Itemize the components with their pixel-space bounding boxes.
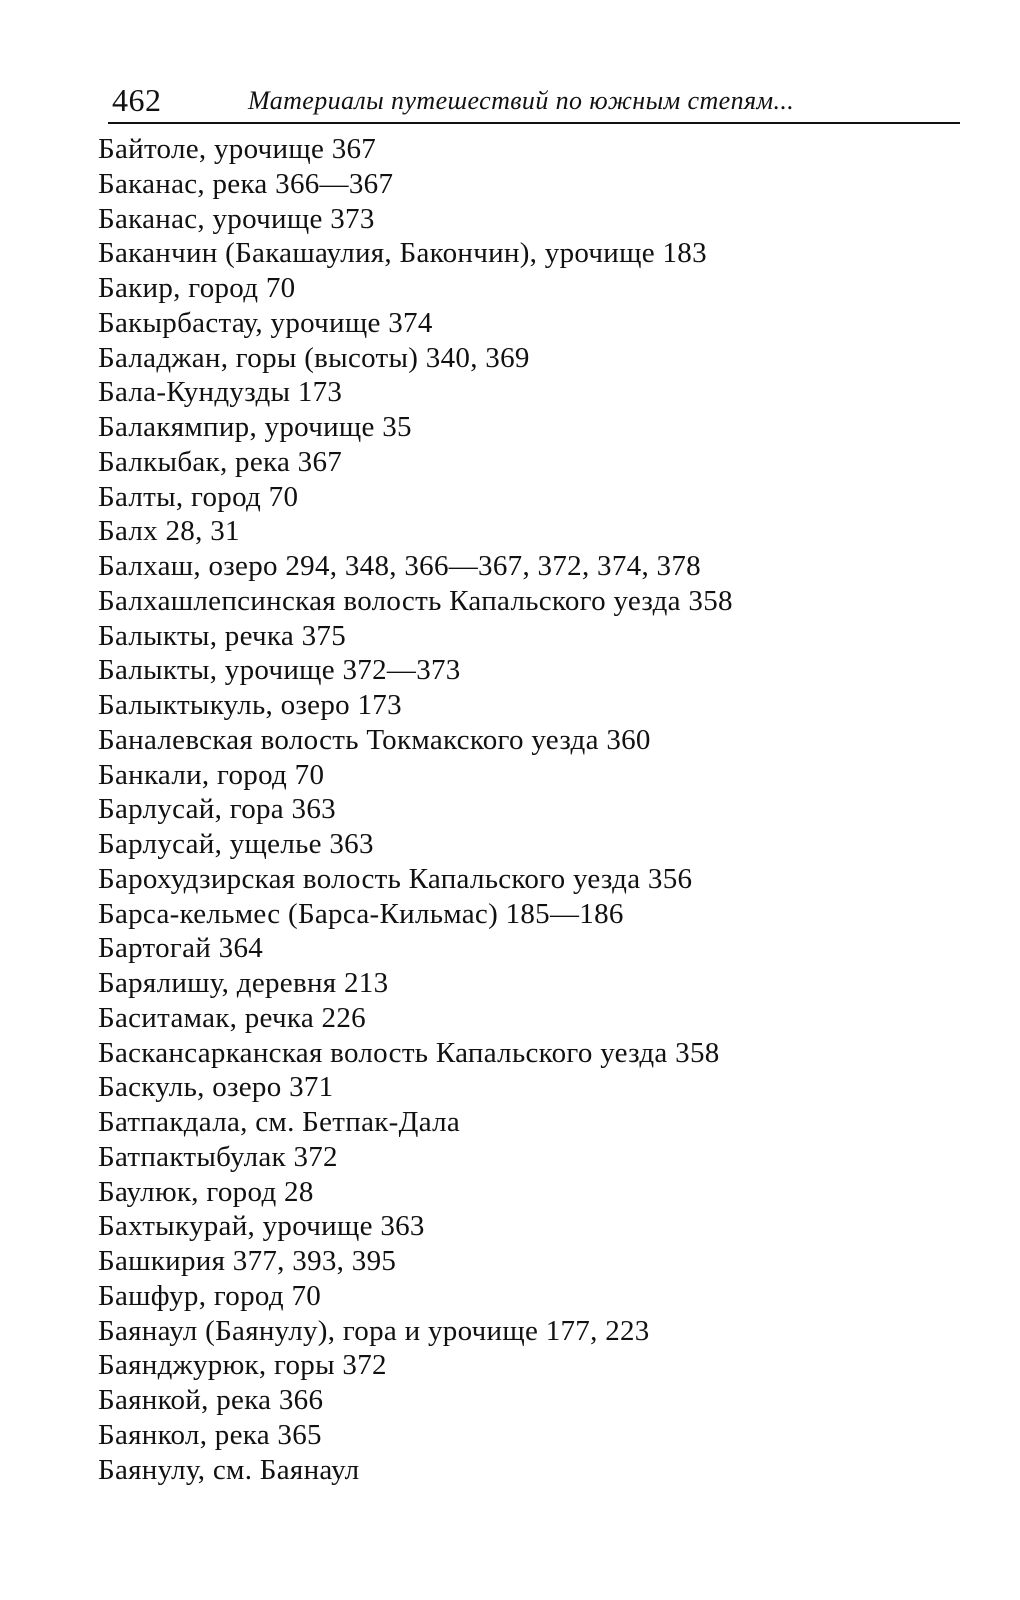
index-entry: Баканас, река 366—367 bbox=[98, 167, 394, 200]
index-entry: Батпакдала, см. Бетпак-Дала bbox=[98, 1106, 461, 1138]
index-entry: Балакямпир, урочище 35 bbox=[98, 411, 412, 443]
index-entry: Балыкты, урочище 372—373 bbox=[98, 654, 461, 687]
index-entry: Балты, город 70 bbox=[98, 480, 299, 513]
index-entry: Баянкол, река 365 bbox=[98, 1418, 322, 1451]
index-entry: Баладжан, горы (высоты) 340, 369 bbox=[98, 341, 530, 374]
index-entry: Бакир, город 70 bbox=[98, 272, 296, 304]
page-number: 462 bbox=[112, 82, 162, 118]
index-entry: Балкыбак, река 367 bbox=[98, 445, 343, 478]
index-entry: Баскуль, озеро 371 bbox=[98, 1071, 334, 1104]
index-entry: Башфур, город 70 bbox=[98, 1279, 322, 1312]
running-title: Материалы путешествий по южным степям... bbox=[248, 86, 795, 115]
index-entry: Барса-кельмес (Барса-Кильмас) 185—186 bbox=[98, 897, 624, 930]
index-entry: Баянкой, река 366 bbox=[98, 1384, 324, 1416]
index-list bbox=[98, 132, 958, 1487]
header-rule bbox=[108, 122, 960, 124]
index-entry: Балхашлепсинская волость Капальского уезда 358 bbox=[98, 584, 733, 617]
index-entry: Балх 28, 31 bbox=[98, 515, 240, 548]
index-entry: Баянджурюк, горы 372 bbox=[98, 1349, 387, 1382]
index-entry: Барялишу, деревня 213 bbox=[98, 967, 389, 999]
index-entry: Баянаул (Баянулу), гора и урочище 177, 223 bbox=[98, 1314, 650, 1347]
index-entry: Барлусай, ущелье 363 bbox=[98, 828, 374, 860]
index-entry: Байтоле, урочище 367 bbox=[98, 133, 377, 165]
index-entry: Барлусай, гора 363 bbox=[98, 793, 336, 826]
index-entry: Банкали, город 70 bbox=[98, 758, 325, 791]
index-entry: Бала-Кундузды 173 bbox=[98, 376, 343, 409]
index-entry: Башкирия 377, 393, 395 bbox=[98, 1245, 397, 1277]
index-entry: Балыктыкуль, озеро 173 bbox=[98, 689, 402, 721]
index-entry: Баулюк, город 28 bbox=[98, 1175, 314, 1208]
index-entry: Баскансарканская волость Капальского уезда 358 bbox=[98, 1036, 720, 1069]
index-entry: Бакырбастау, урочище 374 bbox=[98, 306, 433, 339]
index-entry: Бахтыкурай, урочище 363 bbox=[98, 1210, 425, 1243]
index-entry: Бартогай 364 bbox=[98, 932, 264, 965]
index-entry: Балхаш, озеро 294, 348, 366—367, 372, 374, 378 bbox=[98, 550, 701, 582]
index-entry: Барохудзирская волость Капальского уезда 356 bbox=[98, 862, 693, 895]
index-entry: Баканчин (Бакашаулия, Бакончин), урочище 183 bbox=[98, 237, 707, 270]
index-entry: Баканас, урочище 373 bbox=[98, 202, 375, 235]
running-header bbox=[108, 78, 960, 126]
index-entry: Баянулу, см. Баянаул bbox=[98, 1453, 360, 1486]
index-entry: Баналевская волость Токмакского уезда 360 bbox=[98, 723, 651, 756]
index-entry: Балыкты, речка 375 bbox=[98, 619, 347, 652]
index-entry: Батпактыбулак 372 bbox=[98, 1140, 338, 1173]
index-entry: Баситамак, речка 226 bbox=[98, 1001, 366, 1034]
